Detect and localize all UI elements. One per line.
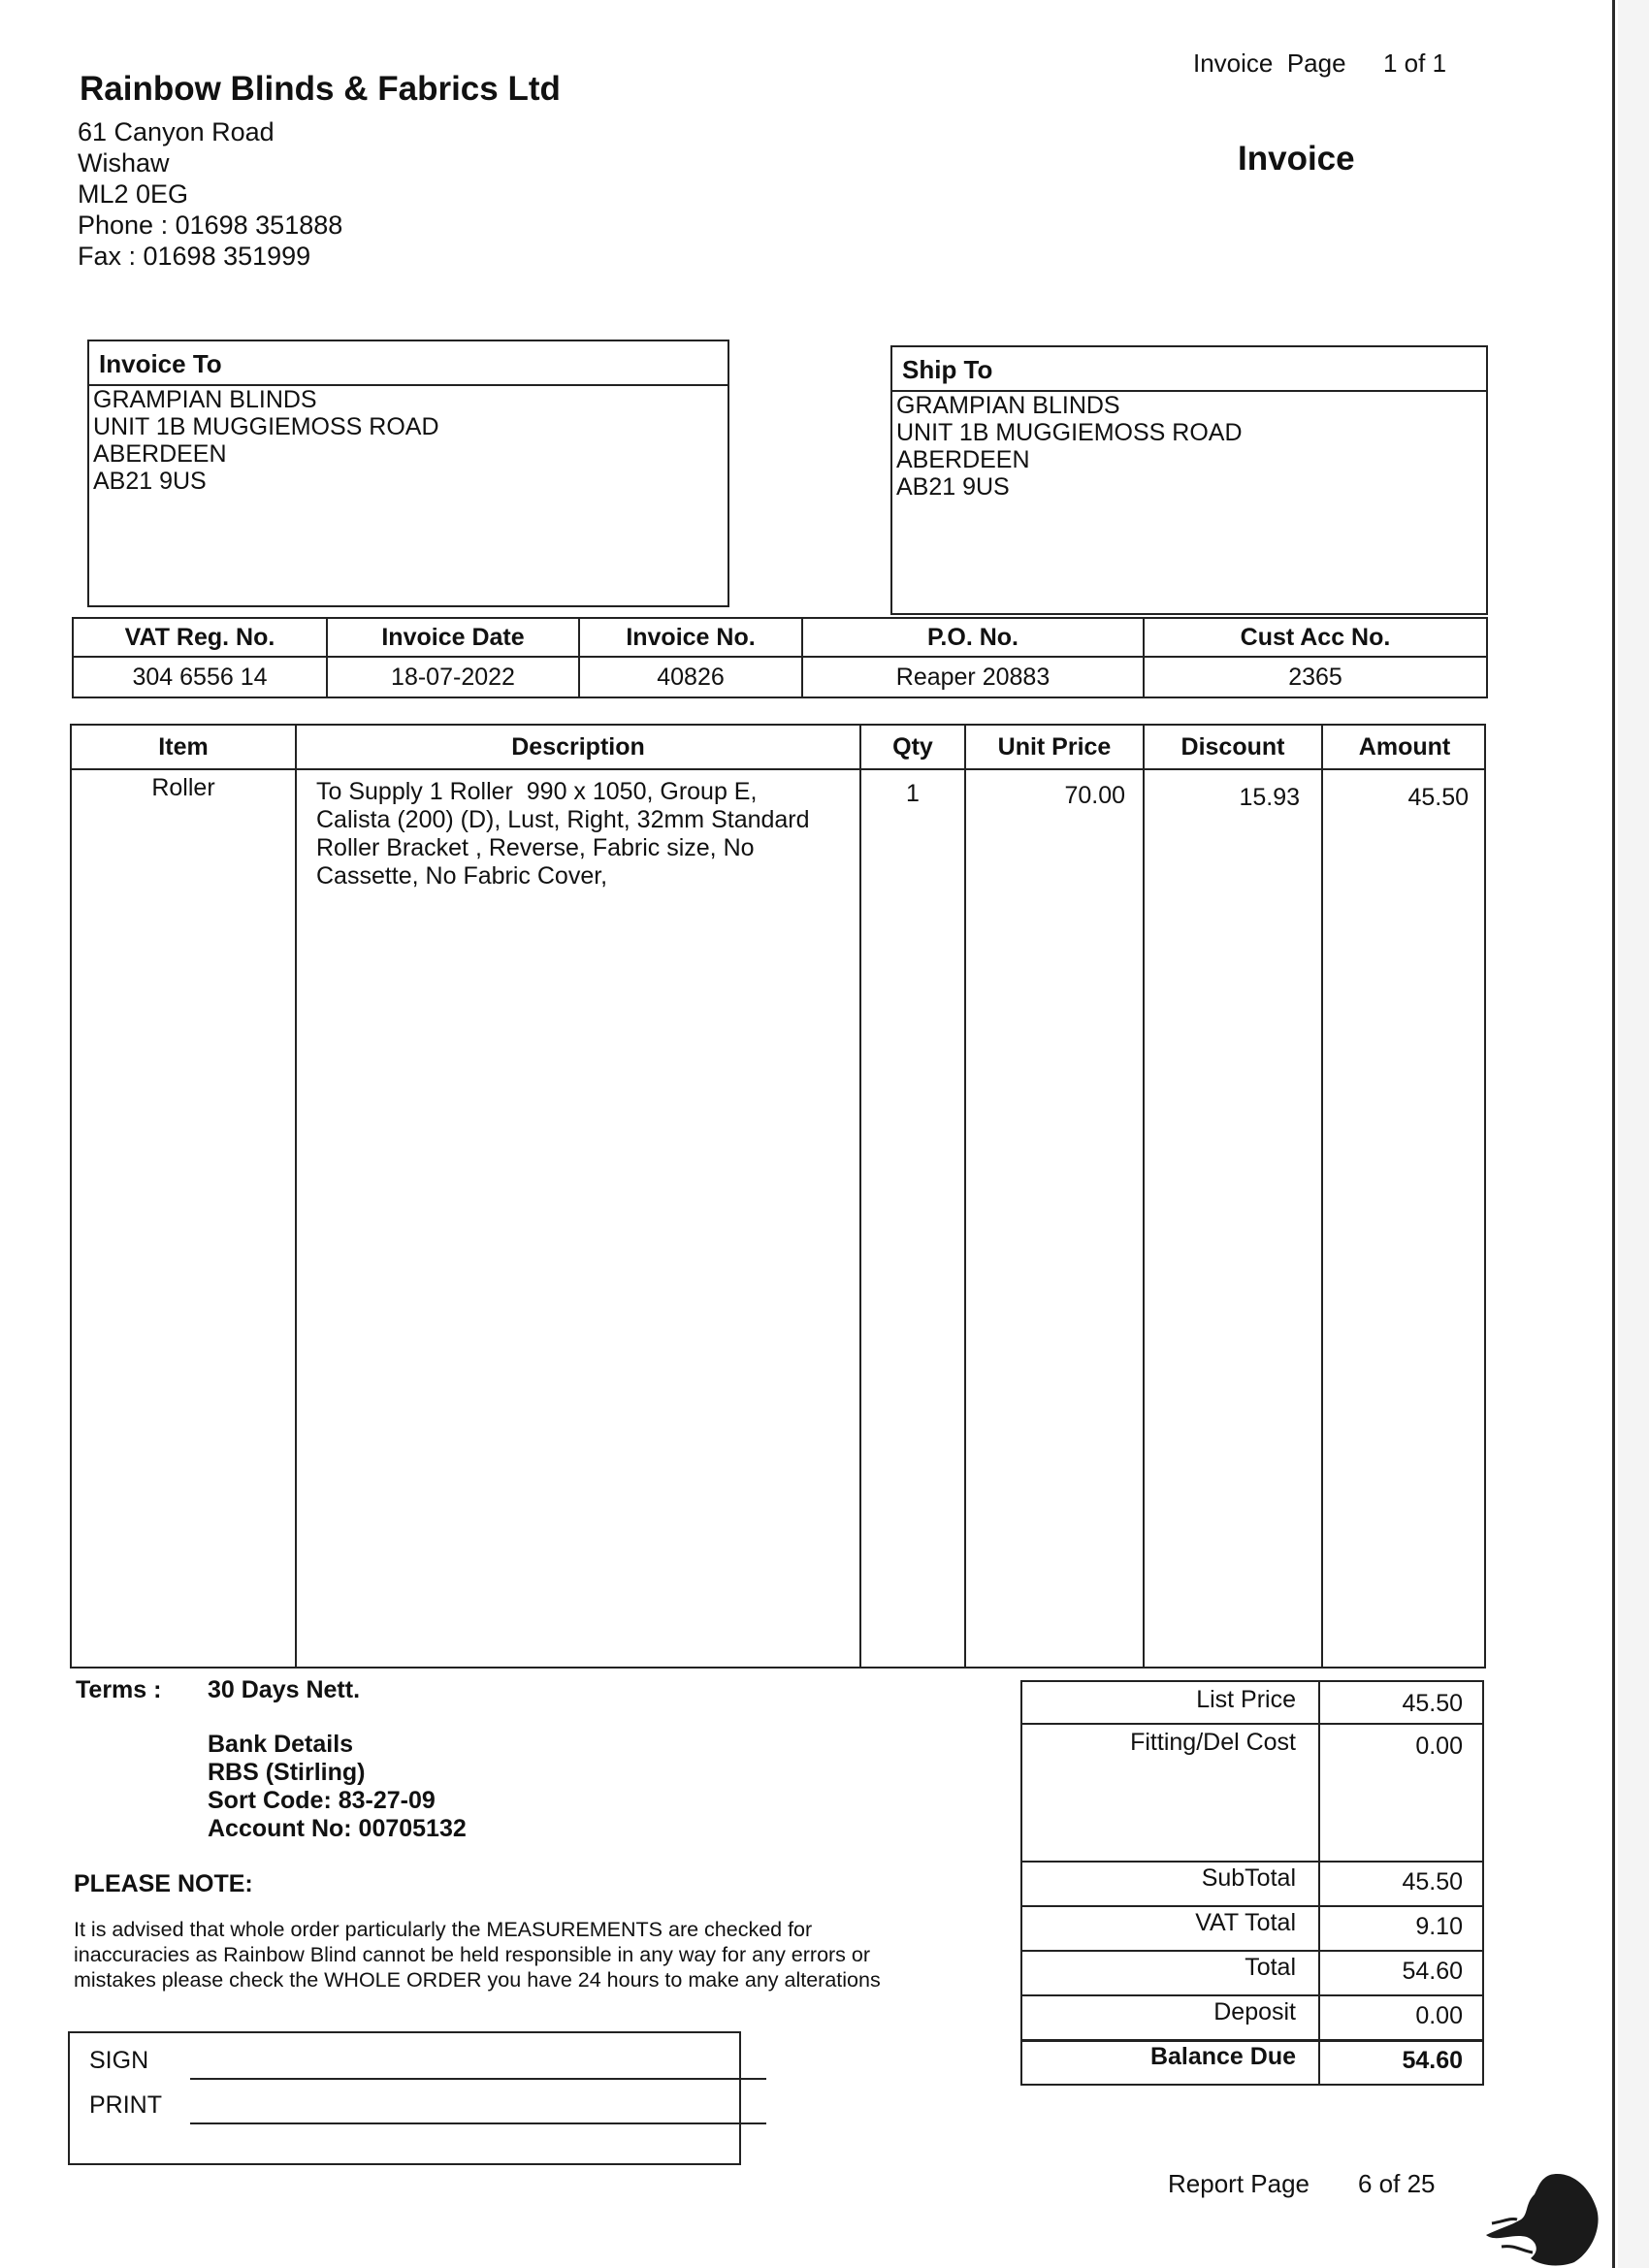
terms-label: Terms : (76, 1676, 162, 1703)
ship-to-line: UNIT 1B MUGGIEMOSS ROAD (896, 419, 1243, 446)
item-cell: Roller (151, 774, 215, 801)
fitting-cost-label: Fitting/Del Cost (1130, 1729, 1296, 1756)
please-note-text (74, 1917, 976, 1993)
invoice-page-label: Invoice Page (1193, 49, 1346, 78)
scan-page-edge (1612, 0, 1615, 2268)
unit-price-header: Unit Price (997, 733, 1112, 761)
total-label: Total (1245, 1954, 1296, 1981)
list-price-label: List Price (1196, 1686, 1296, 1713)
description-line: To Supply 1 Roller 990 x 1050, Group E, (316, 778, 758, 805)
invoice-to-line: GRAMPIAN BLINDS (93, 386, 317, 413)
invoice-page-value: 1 of 1 (1383, 49, 1447, 78)
invoice-date-header: Invoice Date (327, 618, 579, 657)
qty-cell: 1 (906, 780, 920, 807)
company-phone: Phone : 01698 351888 (78, 211, 343, 240)
amount-cell: 45.50 (1407, 784, 1469, 811)
cust-acc-header: Cust Acc No. (1144, 618, 1487, 657)
bank-details-heading: Bank Details (208, 1731, 354, 1758)
discount-header: Discount (1180, 733, 1285, 761)
description-line: Roller Bracket , Reverse, Fabric size, No (316, 834, 755, 861)
amount-header: Amount (1358, 733, 1451, 761)
line-items-table (70, 724, 1486, 1669)
report-page-value: 6 of 25 (1358, 2169, 1436, 2198)
description-header: Description (511, 733, 645, 761)
invoice-to-heading: Invoice To (99, 349, 222, 378)
total-value: 54.60 (1402, 1958, 1463, 1985)
scan-page-margin (1618, 0, 1649, 2268)
invoice-details-table (72, 617, 1488, 698)
discount-cell: 15.93 (1239, 784, 1300, 811)
invoice-to-line: UNIT 1B MUGGIEMOSS ROAD (93, 413, 439, 440)
sign-line (190, 2078, 766, 2080)
fitting-cost-value: 0.00 (1415, 1733, 1463, 1760)
balance-due-value: 54.60 (1402, 2047, 1463, 2074)
note-line: inaccuracies as Rainbow Blind cannot be held responsible in any way for any errors or (74, 1943, 871, 1966)
sign-label: SIGN (89, 2047, 149, 2074)
invoice-date-value: 18-07-2022 (327, 657, 579, 697)
invoice-to-line: AB21 9US (93, 468, 207, 495)
account-number: Account No: 00705132 (208, 1815, 467, 1842)
ship-to-box (890, 345, 1488, 615)
vat-reg-header: VAT Reg. No. (73, 618, 327, 657)
invoice-to-line: ABERDEEN (93, 440, 227, 468)
po-no-value: Reaper 20883 (802, 657, 1144, 697)
company-name: Rainbow Blinds & Fabrics Ltd (80, 70, 561, 108)
company-address-line: 61 Canyon Road (78, 117, 275, 146)
invoice-no-header: Invoice No. (579, 618, 802, 657)
deposit-label: Deposit (1213, 1998, 1296, 2025)
description-line: Cassette, No Fabric Cover, (316, 862, 608, 890)
invoice-no-value: 40826 (579, 657, 802, 697)
subtotal-value: 45.50 (1402, 1868, 1463, 1895)
cust-acc-value: 2365 (1144, 657, 1487, 697)
ink-smudge-icon (1482, 2165, 1608, 2268)
totals-box (1020, 1680, 1484, 2086)
sort-code: Sort Code: 83-27-09 (208, 1787, 436, 1814)
ship-to-line: AB21 9US (896, 473, 1010, 501)
subtotal-label: SubTotal (1201, 1864, 1296, 1892)
print-line (190, 2122, 766, 2124)
note-line: mistakes please check the WHOLE ORDER you have 24 hours to make any alterations (74, 1968, 881, 1992)
deposit-value: 0.00 (1415, 2002, 1463, 2029)
list-price-value: 45.50 (1402, 1690, 1463, 1717)
signature-box (68, 2031, 741, 2165)
report-page-label: Report Page (1168, 2169, 1310, 2198)
description-line: Calista (200) (D), Lust, Right, 32mm Standard (316, 806, 810, 833)
bank-name: RBS (Stirling) (208, 1759, 366, 1786)
company-fax: Fax : 01698 351999 (78, 242, 311, 271)
company-address-line: ML2 0EG (78, 179, 189, 209)
po-no-header: P.O. No. (802, 618, 1144, 657)
balance-due-label: Balance Due (1149, 2043, 1296, 2070)
please-note-heading: PLEASE NOTE: (74, 1870, 253, 1897)
company-address-line: Wishaw (78, 148, 170, 178)
vat-total-label: VAT Total (1195, 1909, 1296, 1936)
qty-header: Qty (892, 733, 933, 761)
description-cell (316, 778, 859, 891)
terms-value: 30 Days Nett. (208, 1676, 361, 1703)
invoice-to-box (87, 340, 729, 607)
document-title: Invoice (1238, 140, 1355, 178)
vat-total-value: 9.10 (1415, 1913, 1463, 1940)
unit-price-cell: 70.00 (1064, 782, 1125, 809)
vat-reg-value: 304 6556 14 (73, 657, 327, 697)
ship-to-heading: Ship To (902, 355, 993, 384)
note-line: It is advised that whole order particularly the MEASUREMENTS are checked for (74, 1918, 813, 1941)
ship-to-line: ABERDEEN (896, 446, 1030, 473)
ship-to-line: GRAMPIAN BLINDS (896, 392, 1120, 419)
print-label: PRINT (89, 2091, 162, 2119)
item-header: Item (158, 733, 209, 761)
